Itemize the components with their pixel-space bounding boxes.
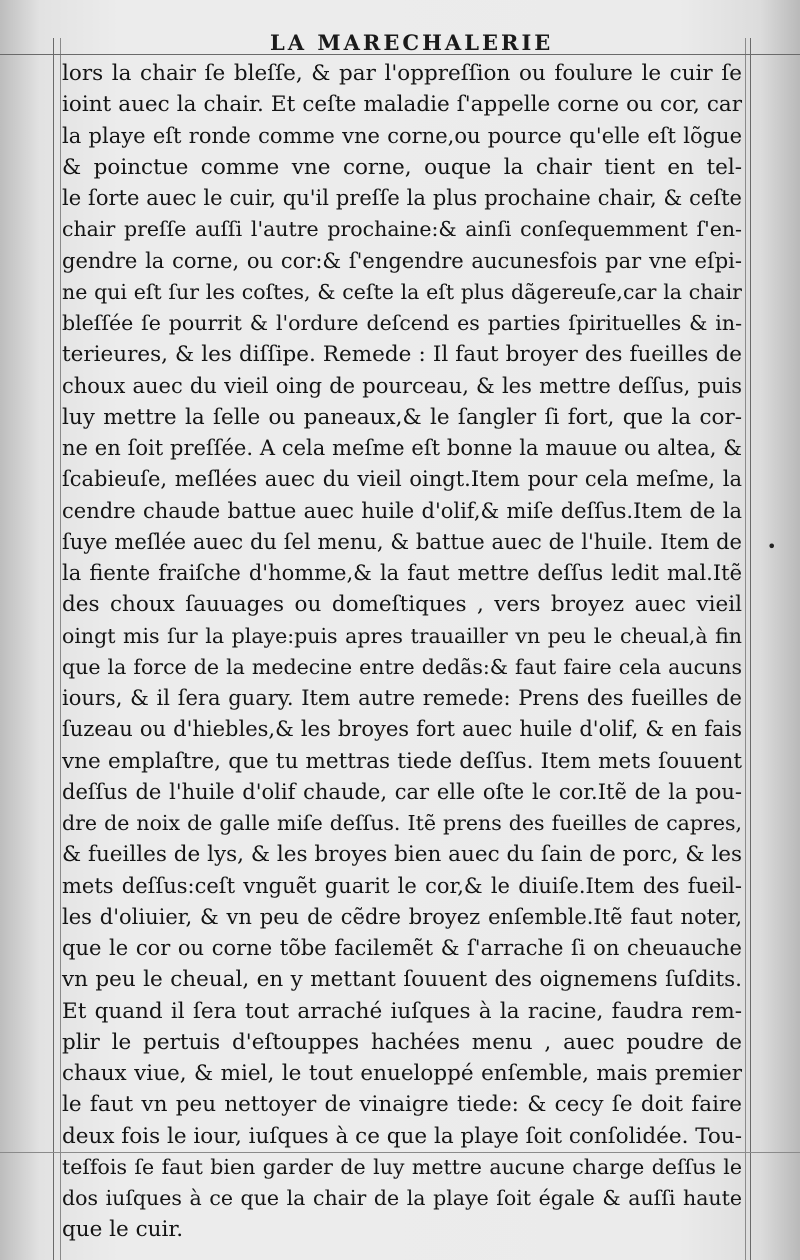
text-line: iours, & il ſera guary. Item autre remede: Prens des fueilles de xyxy=(62,686,742,710)
text-line: le ſorte auec le cuir, qu'il preſſe la plus prochaine chair, & ceſte xyxy=(62,186,742,210)
text-line: vne emplaſtre, que tu mettras tiede deſſus. Item mets ſouuent xyxy=(62,748,742,774)
text-line: que le cuir. xyxy=(62,1217,184,1243)
left-margin-rule xyxy=(53,38,54,1260)
text-line: & poinctue comme vne corne, ouque la chair tient en tel- xyxy=(62,154,742,180)
margin-mark: • xyxy=(767,537,777,556)
text-line: mets deſſus:ceſt vnguẽt guarit le cor,& le diuiſe.Item des fueil- xyxy=(62,873,742,898)
text-line: Et quand il ſera tout arraché iuſques à la racine, faudra rem- xyxy=(62,998,742,1024)
text-line: des choux ſauuages ou domeſtiques , vers broyez auec vieil xyxy=(62,592,742,618)
text-line: cendre chaude battue auec huile d'olif,& miſe deſſus.Item de la xyxy=(62,498,742,523)
text-line: vn peu le cheual, en y mettant ſouuent des oignemens ſuſdits. xyxy=(62,967,742,993)
text-line: les d'oliuier, & vn peu de cẽdre broyez enſemble.Itẽ faut noter, xyxy=(62,904,742,929)
text-line: ſuye meſlée auec du ſel menu, & battue auec de l'huile. Item de xyxy=(62,529,742,554)
body-text xyxy=(62,58,742,1246)
text-line: la playe eſt ronde comme vne corne,ou pource qu'elle eſt lõgue xyxy=(62,123,742,148)
text-line: le faut vn peu nettoyer de vinaigre tiede: & cecy ſe doit faire xyxy=(62,1092,742,1118)
text-line: ſuzeau ou d'hiebles,& les broyes fort auec huile d'olif, & en fais xyxy=(62,717,742,742)
right-margin-rule xyxy=(750,38,751,1260)
text-line: oingt mis ſur la playe:puis apres trauailler vn peu le cheual,à fin xyxy=(62,623,742,648)
text-line: teſfois ſe faut bien garder de luy mettre aucune charge deſſus le xyxy=(62,1154,742,1179)
text-line: luy mettre la ſelle ou paneaux,& le ſangler ſi fort, que la cor- xyxy=(62,404,742,430)
text-line: & fueilles de lys, & les broyes bien auec du ſain de porc, & les xyxy=(62,842,742,868)
text-line: lors la chair ſe bleſſe, & par l'oppreſſion ou foulure le cuir ſe xyxy=(62,61,742,86)
text-line: dos iuſques à ce que la chair de la playe ſoit égale & auſſi haute xyxy=(62,1186,742,1210)
text-line: dre de noix de galle miſe deſſus. Itẽ prens des fueilles de capres, xyxy=(62,811,742,835)
running-head: LA MARECHALERIE xyxy=(270,30,554,55)
text-line: gendre la corne, ou cor:& ſ'engendre aucunesfois par vne eſpi- xyxy=(62,248,742,273)
text-line: choux auec du vieil oing de pourceau, & les mettre deſſus, puis xyxy=(62,373,742,398)
right-margin-rule-inner xyxy=(745,38,746,1260)
text-line: chair preſſe auſſi l'autre prochaine:& ainſi conſequemment ſ'en- xyxy=(62,217,742,242)
text-line: chaux viue, & miel, le tout enueloppé enſemble, mais premier xyxy=(62,1061,742,1086)
text-line: que la force de la medecine entre dedãs:& faut faire cela aucuns xyxy=(62,654,742,679)
text-line: que le cor ou corne tõbe facilemẽt & ſ'arrache ſi on cheuauche xyxy=(62,936,742,960)
text-line: plir le pertuis d'eſtouppes hachées menu , auec poudre de xyxy=(62,1029,742,1055)
text-line: terieures, & les diſſipe. Remede : Il faut broyer des fueilles de xyxy=(62,342,742,368)
text-line: la fiente fraiſche d'homme,& la faut mettre deſſus ledit mal.Itẽ xyxy=(62,561,742,585)
left-margin-rule-inner xyxy=(60,38,61,1260)
text-line: deux fois le iour, iuſques à ce que la playe ſoit conſolidée. Tou- xyxy=(62,1123,742,1149)
text-line: deſſus de l'huile d'olif chaude, car elle oſte le cor.Itẽ de la pou- xyxy=(62,779,742,804)
text-line: bleſſée ſe pourrit & l'ordure deſcend es parties ſpirituelles & in- xyxy=(62,311,742,335)
text-line: ne en ſoit preſſée. A cela meſme eſt bonne la mauue ou altea, & xyxy=(62,436,742,460)
text-line: ſcabieuſe, meſlées auec du vieil oingt.Item pour cela meſme, la xyxy=(62,467,742,492)
text-line: ne qui eſt ſur les coſtes, & ceſte la eſt plus dãgereuſe,car la chair xyxy=(62,279,742,304)
text-line: ioint auec la chair. Et ceſte maladie ſ'appelle corne ou cor, car xyxy=(62,92,742,118)
